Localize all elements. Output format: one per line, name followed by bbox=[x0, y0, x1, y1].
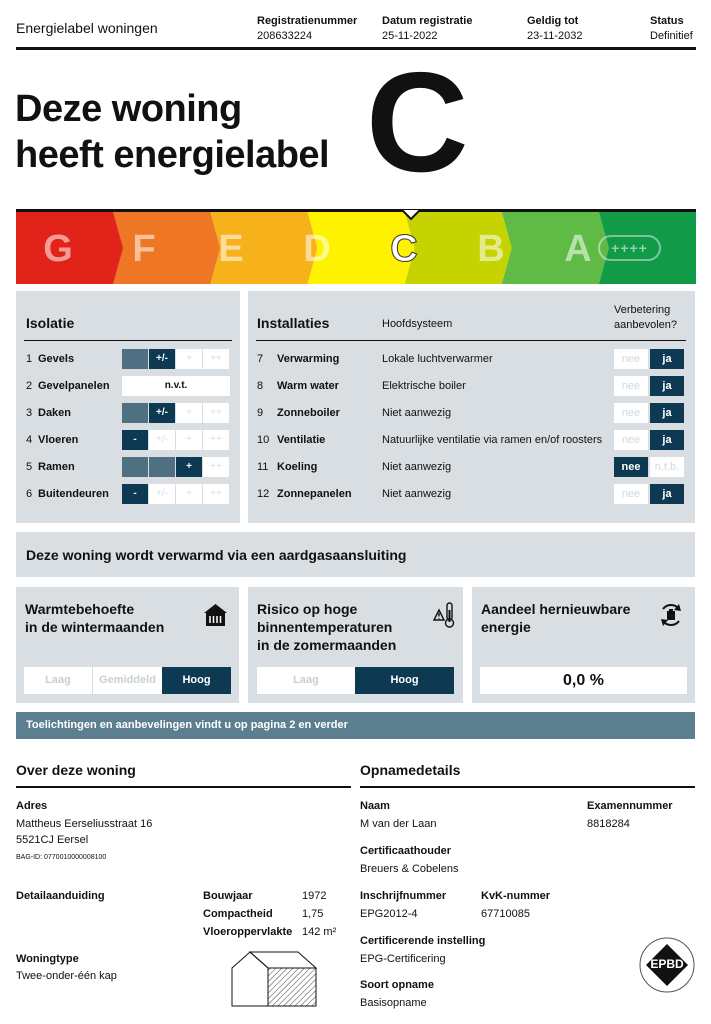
isolatie-level-cell: - bbox=[122, 430, 148, 450]
kvk-value: 67710085 bbox=[481, 908, 530, 920]
toelichting-bar: Toelichtingen en aanbevelingen vindt u op pagina 2 en verder bbox=[16, 712, 695, 739]
adres-line2: 5521CJ Eersel bbox=[16, 834, 89, 846]
row-number: 2 bbox=[26, 380, 33, 392]
installatie-row bbox=[248, 403, 695, 423]
installaties-divider bbox=[256, 340, 686, 341]
row-name: Gevels bbox=[38, 353, 75, 365]
row-number: 12 bbox=[257, 488, 270, 500]
thermometer-warning-icon bbox=[433, 601, 457, 629]
house-type-icon bbox=[228, 948, 320, 1010]
isolatie-level-cell: + bbox=[176, 349, 202, 369]
isolatie-level-cell: + bbox=[176, 484, 202, 504]
soort-opname-label: Soort opname bbox=[360, 979, 434, 991]
hoofdsysteem-header: Hoofdsysteem bbox=[382, 318, 453, 330]
risico-title: Risico op hoge binnentemperaturen in de zomermaanden bbox=[257, 601, 397, 653]
advice-nee: nee bbox=[614, 376, 648, 396]
row-number: 9 bbox=[257, 407, 264, 419]
hernieuwbaar-title: Aandeel hernieuwbare energie bbox=[481, 601, 631, 635]
energy-label-letter: C bbox=[366, 43, 469, 202]
advice-ja: ja bbox=[650, 349, 684, 369]
a-plus-badge: ++++ bbox=[598, 235, 661, 261]
scale-class-e: E bbox=[218, 228, 244, 270]
isolatie-panel bbox=[16, 291, 240, 523]
detailaanduiding-label: Detailaanduiding bbox=[16, 890, 105, 902]
verbetering-header: Verbetering aanbevolen? bbox=[614, 304, 678, 331]
advice-ja: ja bbox=[650, 376, 684, 396]
row-number: 3 bbox=[26, 407, 33, 419]
current-class-pointer-icon bbox=[401, 209, 421, 221]
installatie-row bbox=[248, 376, 695, 396]
row-system: Niet aanwezig bbox=[382, 407, 452, 419]
row-name: Zonneboiler bbox=[277, 407, 340, 419]
risico-hoog: Hoog bbox=[355, 667, 454, 694]
isolatie-level-cell: ++ bbox=[203, 349, 229, 369]
isolatie-level-cell bbox=[122, 349, 148, 369]
advice-ja: ja bbox=[650, 403, 684, 423]
warmtebehoefte-title: Warmtebehoefte in de wintermaanden bbox=[25, 601, 165, 635]
isolatie-row bbox=[16, 430, 240, 450]
hernieuwbaar-panel bbox=[472, 587, 695, 703]
installatie-row bbox=[248, 457, 695, 477]
inschrijfnummer-value: EPG2012-4 bbox=[360, 908, 418, 920]
row-number: 4 bbox=[26, 434, 33, 446]
row-number: 7 bbox=[257, 353, 264, 365]
scale-class-c-current: C bbox=[390, 228, 418, 270]
row-name: Buitendeuren bbox=[38, 488, 109, 500]
isolatie-level-cell bbox=[122, 457, 148, 477]
warmtebehoefte-panel bbox=[16, 587, 239, 703]
kvk-label: KvK-nummer bbox=[481, 890, 551, 902]
isolatie-level-cell: +/- bbox=[149, 484, 175, 504]
examennummer-label: Examennummer bbox=[587, 800, 673, 812]
row-system: Lokale luchtverwarmer bbox=[382, 353, 493, 365]
isolatie-row bbox=[16, 349, 240, 369]
row-number: 6 bbox=[26, 488, 33, 500]
bouwjaar-label: Bouwjaar bbox=[203, 890, 253, 902]
naam-label: Naam bbox=[360, 800, 390, 812]
warmte-hoog: Hoog bbox=[162, 667, 231, 694]
house-heat-icon bbox=[203, 603, 228, 627]
row-name: Vloeren bbox=[38, 434, 79, 446]
row-number: 5 bbox=[26, 461, 33, 473]
hernieuwbaar-value: 0,0 % bbox=[480, 667, 687, 694]
isolatie-row bbox=[16, 457, 240, 477]
risico-laag: Laag bbox=[257, 667, 355, 694]
row-name: Ramen bbox=[38, 461, 75, 473]
epbd-logo bbox=[638, 936, 696, 994]
isolatie-divider bbox=[24, 340, 232, 341]
advice-ja: ja bbox=[650, 430, 684, 450]
advice-nee: nee bbox=[614, 457, 648, 477]
instelling-label: Certificerende instelling bbox=[360, 935, 486, 947]
advice-nee: nee bbox=[614, 430, 648, 450]
status: Status Definitief bbox=[650, 15, 693, 42]
installaties-panel bbox=[248, 291, 695, 523]
scale-class-d: D bbox=[303, 228, 331, 270]
registratienummer: Registratienummer 208633224 bbox=[257, 15, 358, 42]
row-name: Gevelpanelen bbox=[38, 380, 110, 392]
advice-ntb: n.t.b. bbox=[650, 457, 684, 477]
advice-nee: nee bbox=[614, 403, 648, 423]
advice-ja: ja bbox=[650, 484, 684, 504]
isolatie-level-cell: - bbox=[122, 484, 148, 504]
warmte-laag: Laag bbox=[24, 667, 93, 694]
heating-note: Deze woning wordt verwarmd via een aardgasaansluiting bbox=[26, 547, 407, 563]
advice-nee: nee bbox=[614, 349, 648, 369]
warmte-gemiddeld: Gemiddeld bbox=[93, 667, 162, 694]
isolatie-level-cell: + bbox=[176, 457, 202, 477]
isolatie-row bbox=[16, 403, 240, 423]
geldig-tot: Geldig tot 23-11-2032 bbox=[527, 15, 583, 42]
isolatie-title: Isolatie bbox=[26, 315, 75, 331]
woningtype-label: Woningtype bbox=[16, 953, 79, 965]
heating-note-panel bbox=[16, 532, 695, 577]
row-name: Warm water bbox=[277, 380, 339, 392]
soort-opname-value: Basisopname bbox=[360, 997, 427, 1009]
bouwjaar-value: 1972 bbox=[302, 890, 327, 902]
warmtebehoefte-scale bbox=[24, 667, 231, 694]
adres-line1: Mattheus Eerseliusstraat 16 bbox=[16, 818, 153, 830]
isolatie-level-cell: ++ bbox=[203, 403, 229, 423]
row-name: Zonnepanelen bbox=[277, 488, 352, 500]
vloeroppervlakte-value: 142 m² bbox=[302, 926, 337, 938]
over-woning-title: Over deze woning bbox=[16, 762, 136, 778]
isolatie-level-cell: ++ bbox=[203, 457, 229, 477]
row-system: Elektrische boiler bbox=[382, 380, 466, 392]
epbd-logo-text: EPBD bbox=[650, 957, 684, 971]
isolatie-level-cell: + bbox=[176, 430, 202, 450]
headline: Deze woning heeft energielabel bbox=[15, 88, 330, 176]
isolatie-level-cell: +/- bbox=[149, 430, 175, 450]
woningtype-value: Twee-onder-één kap bbox=[16, 970, 117, 982]
opnamedetails-divider bbox=[360, 786, 695, 788]
naam-value: M van der Laan bbox=[360, 818, 437, 830]
certificaathouder-label: Certificaathouder bbox=[360, 845, 452, 857]
advice-nee: nee bbox=[614, 484, 648, 504]
installatie-row bbox=[248, 430, 695, 450]
risico-scale bbox=[257, 667, 454, 694]
scale-class-f: F bbox=[132, 228, 156, 270]
isolatie-level-cell: ++ bbox=[203, 484, 229, 504]
isolatie-level-cell: ++ bbox=[203, 430, 229, 450]
over-woning-divider bbox=[16, 786, 351, 788]
datum-registratie: Datum registratie 25-11-2022 bbox=[382, 15, 473, 42]
row-name: Daken bbox=[38, 407, 72, 419]
bag-id: BAG-ID: 0770010000008100 bbox=[16, 854, 107, 861]
examennummer-value: 8818284 bbox=[587, 818, 630, 830]
row-number: 1 bbox=[26, 353, 33, 365]
scale-class-b: B bbox=[477, 228, 505, 270]
recycle-energy-icon bbox=[657, 601, 685, 629]
document-header bbox=[16, 10, 696, 50]
isolatie-level-cell: +/- bbox=[149, 403, 175, 423]
isolatie-row bbox=[16, 484, 240, 504]
row-name: Koeling bbox=[277, 461, 318, 473]
installatie-row bbox=[248, 484, 695, 504]
row-name: Verwarming bbox=[277, 353, 340, 365]
row-number: 11 bbox=[257, 461, 269, 473]
compactheid-value: 1,75 bbox=[302, 908, 324, 920]
row-number: 8 bbox=[257, 380, 264, 392]
risico-panel bbox=[248, 587, 463, 703]
isolatie-level-cell: + bbox=[176, 403, 202, 423]
scale-class-g: G bbox=[43, 228, 73, 270]
certificaathouder-value: Breuers & Cobelens bbox=[360, 863, 459, 875]
compactheid-label: Compactheid bbox=[203, 908, 273, 920]
isolatie-level-cell bbox=[149, 457, 175, 477]
document-title: Energielabel woningen bbox=[16, 20, 158, 36]
opnamedetails-title: Opnamedetails bbox=[360, 762, 461, 778]
vloeroppervlakte-label: Vloeroppervlakte bbox=[203, 926, 293, 938]
installaties-title: Installaties bbox=[257, 315, 330, 331]
row-system: Niet aanwezig bbox=[382, 488, 452, 500]
isolatie-level-cell bbox=[122, 403, 148, 423]
adres-label: Adres bbox=[16, 800, 48, 812]
energy-scale bbox=[16, 209, 696, 284]
row-name: Ventilatie bbox=[277, 434, 326, 446]
inschrijfnummer-label: Inschrijfnummer bbox=[360, 890, 447, 902]
installatie-row bbox=[248, 349, 695, 369]
instelling-value: EPG-Certificering bbox=[360, 953, 446, 965]
row-system: Niet aanwezig bbox=[382, 461, 452, 473]
row-system: Natuurlijke ventilatie via ramen en/of roosters bbox=[382, 434, 603, 446]
isolatie-nvt: n.v.t. bbox=[122, 376, 230, 396]
isolatie-row bbox=[16, 376, 240, 396]
row-number: 10 bbox=[257, 434, 270, 446]
scale-class-a: A bbox=[564, 228, 592, 270]
isolatie-level-cell: +/- bbox=[149, 349, 175, 369]
